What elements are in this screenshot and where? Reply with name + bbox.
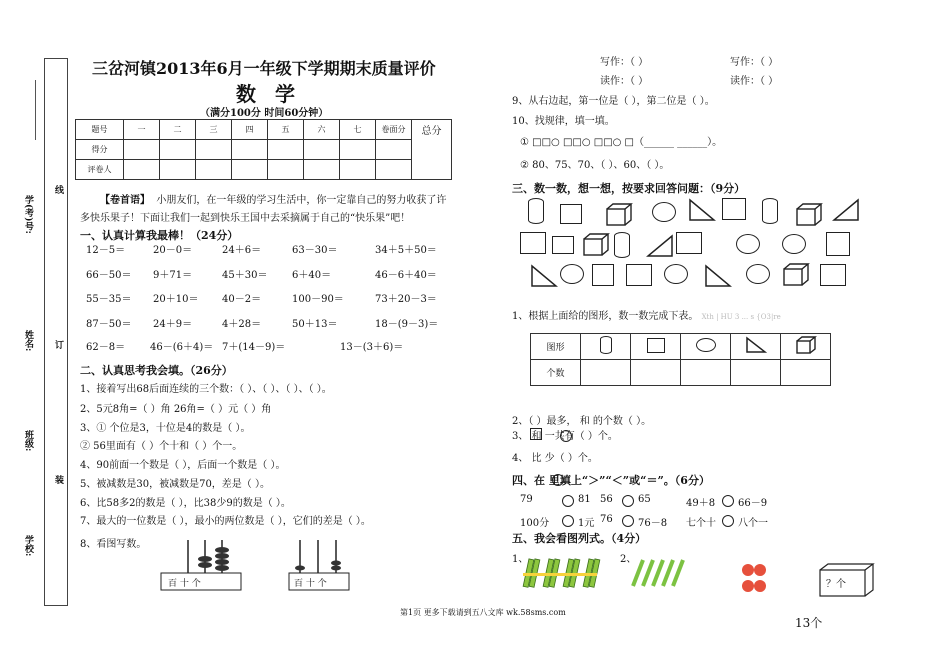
section-5-title: 五、我会看图列式。（4分） [512,532,647,545]
pattern-2: ② 80、75、70、（ ）、60、（ ）。 [520,160,670,171]
question-10: 10、找规律，填一填。 [512,116,615,127]
q3-1-text: 1、根据上面给的图形，数一数完成下表。 [512,311,699,322]
preface-line-2: 多快乐果子！下面让我们一起到快乐王国中去采摘属于自己的“快乐果”吧！ [80,213,411,224]
calc-problem: 46－6＋40＝ [375,270,437,281]
page-footer: 第1页 更多下载请到五八文库 wk.58sms.com [400,608,566,617]
preface-label: 【卷首语】 [100,195,150,206]
fill-item: 5、被减数是30，被减数是70，差是（ ）。 [80,479,270,490]
table-header-count: 个数 [531,360,581,386]
cube-icon [782,262,810,286]
preface-line-1 [100,191,446,206]
shape-count-table [530,333,831,386]
circle-icon [782,234,806,254]
calc-problem: 20＋10＝ [153,294,199,305]
fill-item: 8、看图写数。 [80,539,147,550]
faint-text: Xth | HU 3 ... s {O3|re [701,313,781,321]
question-3-3: 3、 和 一共有（ ）个。 [512,431,618,442]
score-cell: 题号 [76,120,124,140]
pattern-1: ① □□○ □□○ □□○ □（______ ______）。 [520,137,723,148]
question-3-4: 4、 比 少（ ）个。 [512,453,598,464]
compare-circle-icon [552,474,564,486]
question-9: 9、从右边起，第一位是（ ），第二位是（ ）。 [512,96,715,107]
triangle-icon [646,234,674,258]
compare-operand: 56 [600,494,613,505]
compare-operand: 81 [578,494,591,505]
compare-operand: 79 [520,494,533,505]
compare-operand: 1元 [578,518,595,529]
fill-item: ② 56里面有（ ）个十和（ ）个一。 [80,441,243,452]
square-icon [520,232,546,254]
question-3-1 [512,307,781,322]
table-header-shape: 图形 [531,334,581,360]
square-icon [676,232,702,254]
triangle-icon [688,198,716,222]
calc-problem: 12－5＝ [86,245,126,256]
calc-problem: 4＋28＝ [222,319,262,330]
calc-problem: 73＋20－3＝ [375,294,437,305]
cylinder-icon [614,232,630,258]
question-3-2: 2、（ ）最多， 和 的个数（ ）。 [512,416,652,427]
triangle-icon [704,264,732,288]
read-as-1: 读作：（ ） [600,76,649,87]
compare-operand: 65 [638,494,651,505]
write-as-1: 写作：（ ） [600,57,649,68]
write-as-2: 写作：（ ） [730,57,779,68]
compare-circle-icon[interactable] [622,495,634,507]
square-icon [626,264,652,286]
fill-item: 1、接着写出68后面连续的三个数：（ ）、（ ）、（ ）、（ ）。 [80,384,332,395]
score-cell: 一 [124,120,160,140]
calc-problem: 40－2＝ [222,294,262,305]
cube-icon [605,202,633,226]
binder-line [35,80,36,140]
picture-1-label: 1、 [512,554,529,565]
calc-problem: 7＋(14－9)＝ [222,342,286,353]
calc-problem: 87－50＝ [86,319,132,330]
sticks-icon [628,558,688,588]
cube-icon [582,232,610,256]
compare-circle-icon[interactable] [722,495,734,507]
score-cell: 卷面分 [376,120,412,140]
name-label: 姓名: [23,330,33,352]
class-label: 班级: [23,430,33,452]
score-row-label: 得分 [76,140,124,160]
calc-problem: 18－(9－3)＝ [375,319,439,330]
compare-operand: 66－9 [738,498,768,509]
calc-problem: 34＋5＋50＝ [375,245,437,256]
calc-problem: 20－0＝ [153,245,193,256]
fill-item: 6、比58多2的数是（ ），比38少9的数是（ ）。 [80,498,291,509]
circle-icon [652,202,676,222]
answer-count: 13个 [795,616,823,630]
read-as-2: 读作：（ ） [730,76,779,87]
abacus-2-label: 百 十 个 [294,579,327,589]
preface-text: 小朋友们，在一年级的学习生活中，你一定靠自己的努力收获了许 [156,195,447,206]
square-icon [592,264,614,286]
square-icon [530,428,542,440]
score-cell: 七 [340,120,376,140]
compare-circle-icon[interactable] [622,515,634,527]
school-label: 学校: [23,535,33,557]
subject-title: 数 学 [236,82,301,106]
calc-problem: 100－90＝ [292,294,344,305]
order-label: 订 [53,340,63,349]
calc-problem: 6＋40＝ [292,270,332,281]
square-icon [552,236,574,254]
seal-label: 装 [53,475,63,484]
compare-circle-icon[interactable] [562,495,574,507]
circle-icon [664,264,688,284]
circle-icon [746,264,770,284]
compare-operand: 七个十 [686,518,716,529]
square-icon [722,198,746,220]
score-cell: 五 [268,120,304,140]
section-4-title: 四、在 里填上“＞”“＜”或“＝”。（6分） [512,474,710,487]
grader-row-label: 评卷人 [76,160,124,180]
fill-item: 7、最大的一位数是（ ），最小的两位数是（ ），它们的差是（ ）。 [80,516,371,527]
triangle-icon [530,264,558,288]
compare-operand: 76－8 [638,518,668,529]
corn-bundles-icon [520,555,620,591]
calc-problem: 9＋71＝ [153,270,193,281]
binding-strip [44,58,68,606]
cylinder-icon [762,198,778,224]
page-title: 三岔河镇2013年6月一年级下学期期末质量评价 [92,59,436,78]
compare-circle-icon[interactable] [722,515,734,527]
box-label: ？个 [826,579,846,590]
fill-item: 3、① 个位是3，十位是4的数是（ ）。 [80,423,251,434]
score-cell: 六 [304,120,340,140]
square-icon [820,264,846,286]
score-cell: 四 [232,120,268,140]
student-no-label: 学(考)号: [23,195,33,234]
calc-problem: 46－(6＋4)＝ [150,342,214,353]
calc-problem: 45＋30＝ [222,270,268,281]
score-cell: 二 [160,120,196,140]
circle-icon [560,264,584,284]
calc-problem: 13－(3＋6)＝ [340,342,404,353]
calc-problem: 50＋13＝ [292,319,338,330]
section-3-title: 三、数一数，想一想，按要求回答问题：（9分） [512,182,746,195]
calc-problem: 63－30＝ [292,245,338,256]
square-icon [560,204,582,224]
line-label: 线 [53,185,63,194]
triangle-icon [832,198,860,222]
compare-operand: 八个一 [738,518,768,529]
cube-icon [795,202,823,226]
total-score-cell: 总分 [412,120,452,180]
calc-problem: 55－35＝ [86,294,132,305]
circle-icon [560,430,572,442]
section-2-title: 二、认真思考我会填。（26分） [80,364,233,377]
square-icon [826,232,850,256]
calc-problem: 24＋6＝ [222,245,262,256]
circle-icon [736,234,760,254]
calc-problem: 66－50＝ [86,270,132,281]
calc-problem: 62－8＝ [86,342,126,353]
compare-operand: 49＋8 [686,498,716,509]
score-table [75,119,452,180]
compare-operand: 100分 [520,518,550,529]
score-cell: 三 [196,120,232,140]
cylinder-icon [528,198,544,224]
calc-problem: 24＋9＝ [153,319,193,330]
fill-item: 2、5元8角=（ ）角 26角=（ ）元（ ）角 [80,404,272,415]
abacus-1-label: 百 十 个 [168,579,201,589]
peaches-icon [740,560,776,596]
compare-circle-icon[interactable] [562,515,574,527]
compare-operand: 76 [600,514,613,525]
fill-item: 4、90前面一个数是（ ），后面一个数是（ ）。 [80,460,286,471]
picture-2-label: 2、 [620,554,637,565]
section-1-title: 一、认真计算我最棒！（24分） [80,229,239,242]
exam-info: （满分100分 时间60分钟） [200,108,329,119]
